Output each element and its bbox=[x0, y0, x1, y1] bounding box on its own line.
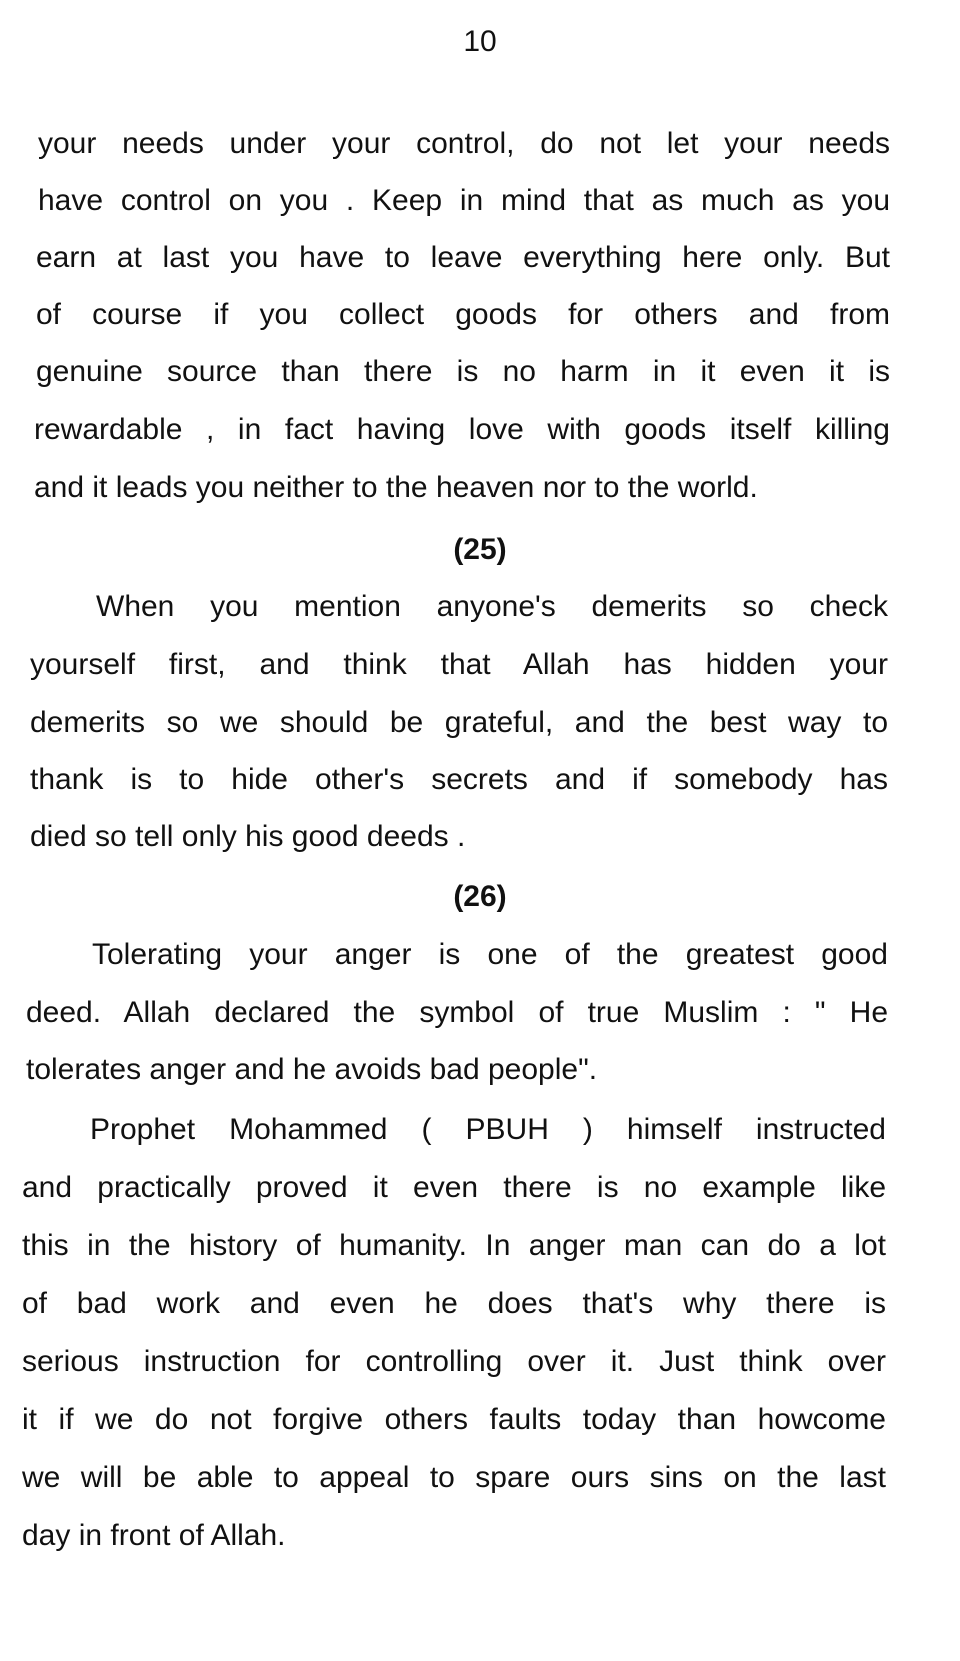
text-line: earn at last you have to leave everything here only. But bbox=[36, 241, 890, 274]
text-line: have control on you . Keep in mind that as much as you bbox=[38, 184, 890, 217]
text-line: yourself first, and think that Allah has hidden your bbox=[30, 648, 888, 681]
text-line: deed. Allah declared the symbol of true Muslim : " He bbox=[26, 996, 888, 1029]
text-line: Prophet Mohammed ( PBUH ) himself instructed bbox=[90, 1113, 886, 1146]
text-line: genuine source than there is no harm in it even it is bbox=[36, 355, 890, 388]
text-line: and it leads you neither to the heaven nor to the world. bbox=[34, 471, 758, 504]
text-line: day in front of Allah. bbox=[22, 1519, 286, 1552]
text-line: of bad work and even he does that's why there is bbox=[22, 1287, 886, 1320]
section-heading-25: (25) bbox=[453, 533, 507, 566]
text-line: your needs under your control, do not let your needs bbox=[38, 127, 890, 160]
section-heading-26: (26) bbox=[453, 880, 507, 913]
text-line: thank is to hide other's secrets and if somebody has bbox=[30, 763, 888, 796]
text-line: When you mention anyone's demerits so check bbox=[96, 590, 888, 623]
text-line: and practically proved it even there is no example like bbox=[22, 1171, 886, 1204]
text-line: of course if you collect goods for others and from bbox=[36, 298, 890, 331]
page-number: 10 bbox=[463, 25, 497, 58]
text-line: we will be able to appeal to spare ours sins on the last bbox=[22, 1461, 886, 1494]
text-line: demerits so we should be grateful, and the best way to bbox=[30, 706, 888, 739]
text-line: died so tell only his good deeds . bbox=[30, 820, 466, 853]
text-line: serious instruction for controlling over it. Just think over bbox=[22, 1345, 886, 1378]
text-line: tolerates anger and he avoids bad people". bbox=[26, 1053, 598, 1086]
text-line: rewardable , in fact having love with goods itself killing bbox=[34, 413, 890, 446]
text-line: it if we do not forgive others faults today than howcome bbox=[22, 1403, 886, 1436]
text-line: this in the history of humanity. In anger man can do a lot bbox=[22, 1229, 886, 1262]
text-line: Tolerating your anger is one of the greatest good bbox=[92, 938, 888, 971]
